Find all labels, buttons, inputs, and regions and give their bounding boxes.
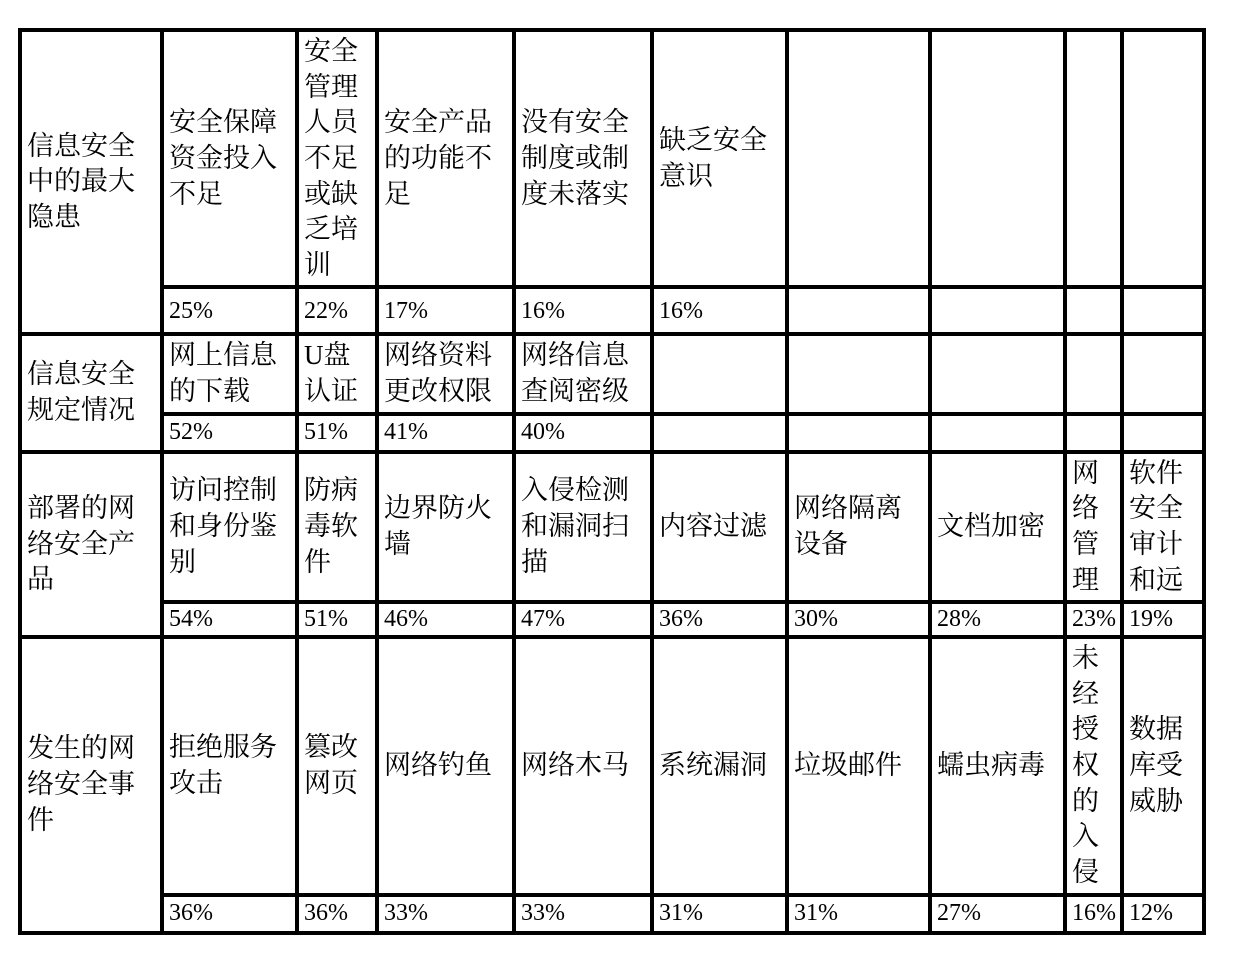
- option-cell: [1065, 334, 1122, 413]
- option-cell: 网络木马: [514, 637, 652, 894]
- group1-option-row: [20, 30, 1204, 287]
- percent-cell: [1065, 414, 1122, 452]
- option-cell: 安全产品的功能不足: [377, 30, 514, 287]
- percent-cell: 40%: [514, 414, 652, 452]
- option-cell: 网络信息查阅密级: [514, 334, 652, 413]
- group2-option-row: [20, 334, 1204, 413]
- option-cell: 边界防火墙: [377, 452, 514, 603]
- option-cell: 没有安全制度或制度未落实: [514, 30, 652, 287]
- group3-option-row: [20, 452, 1204, 603]
- percent-cell: 30%: [787, 602, 930, 637]
- percent-cell: 16%: [514, 287, 652, 334]
- percent-cell: 28%: [930, 602, 1065, 637]
- percent-cell: [1065, 287, 1122, 334]
- option-cell: 入侵检测和漏洞扫描: [514, 452, 652, 603]
- option-cell: 访问控制和身份鉴别: [162, 452, 297, 603]
- option-cell: U盘认证: [297, 334, 377, 413]
- percent-cell: 41%: [377, 414, 514, 452]
- percent-cell: 33%: [514, 895, 652, 933]
- percent-cell: [1122, 287, 1204, 334]
- option-cell: 系统漏洞: [652, 637, 787, 894]
- option-cell: 安全保障资金投入不足: [162, 30, 297, 287]
- option-cell: 内容过滤: [652, 452, 787, 603]
- option-cell: 软件安全审计和远: [1122, 452, 1204, 603]
- option-cell: [1065, 30, 1122, 287]
- group2-percent-row: [20, 414, 1204, 452]
- percent-cell: 25%: [162, 287, 297, 334]
- option-cell: 网络资料更改权限: [377, 334, 514, 413]
- percent-cell: 36%: [297, 895, 377, 933]
- percent-cell: 12%: [1122, 895, 1204, 933]
- percent-cell: [787, 414, 930, 452]
- option-cell: 缺乏安全意识: [652, 30, 787, 287]
- percent-cell: 54%: [162, 602, 297, 637]
- option-cell: 拒绝服务攻击: [162, 637, 297, 894]
- option-cell: 网络隔离设备: [787, 452, 930, 603]
- option-cell: 篡改网页: [297, 637, 377, 894]
- percent-cell: 52%: [162, 414, 297, 452]
- option-cell: [652, 334, 787, 413]
- group4-percent-row: [20, 895, 1204, 933]
- percent-cell: 31%: [787, 895, 930, 933]
- option-cell: [1122, 334, 1204, 413]
- percent-cell: [652, 414, 787, 452]
- percent-cell: 31%: [652, 895, 787, 933]
- option-cell: 垃圾邮件: [787, 637, 930, 894]
- option-cell: 网络钓鱼: [377, 637, 514, 894]
- option-cell: 未经授权的入侵: [1065, 637, 1122, 894]
- group1-percent-row: [20, 287, 1204, 334]
- percent-cell: 46%: [377, 602, 514, 637]
- percent-cell: 19%: [1122, 602, 1204, 637]
- percent-cell: 36%: [652, 602, 787, 637]
- group4-option-row: [20, 637, 1204, 894]
- percent-cell: 47%: [514, 602, 652, 637]
- option-cell: [930, 30, 1065, 287]
- option-cell: 网上信息的下载: [162, 334, 297, 413]
- security-survey-table: [18, 28, 1206, 935]
- percent-cell: 17%: [377, 287, 514, 334]
- percent-cell: [930, 414, 1065, 452]
- option-cell: [787, 334, 930, 413]
- percent-cell: 33%: [377, 895, 514, 933]
- option-cell: 防病毒软件: [297, 452, 377, 603]
- group-label-cell: 部署的网络安全产品: [20, 452, 162, 638]
- group-label-cell: 信息安全规定情况: [20, 334, 162, 451]
- option-cell: 网络管理: [1065, 452, 1122, 603]
- option-cell: [1122, 30, 1204, 287]
- percent-cell: 27%: [930, 895, 1065, 933]
- percent-cell: 23%: [1065, 602, 1122, 637]
- percent-cell: 16%: [1065, 895, 1122, 933]
- group-label-cell: 发生的网络安全事件: [20, 637, 162, 932]
- percent-cell: 36%: [162, 895, 297, 933]
- option-cell: 数据库受威胁: [1122, 637, 1204, 894]
- option-cell: [787, 30, 930, 287]
- percent-cell: [930, 287, 1065, 334]
- group3-percent-row: [20, 602, 1204, 637]
- option-cell: 安全管理人员不足或缺乏培训: [297, 30, 377, 287]
- percent-cell: [787, 287, 930, 334]
- percent-cell: 51%: [297, 414, 377, 452]
- percent-cell: 22%: [297, 287, 377, 334]
- option-cell: [930, 334, 1065, 413]
- option-cell: 蠕虫病毒: [930, 637, 1065, 894]
- percent-cell: 51%: [297, 602, 377, 637]
- option-cell: 文档加密: [930, 452, 1065, 603]
- percent-cell: 16%: [652, 287, 787, 334]
- group-label-cell: 信息安全中的最大隐患: [20, 30, 162, 334]
- percent-cell: [1122, 414, 1204, 452]
